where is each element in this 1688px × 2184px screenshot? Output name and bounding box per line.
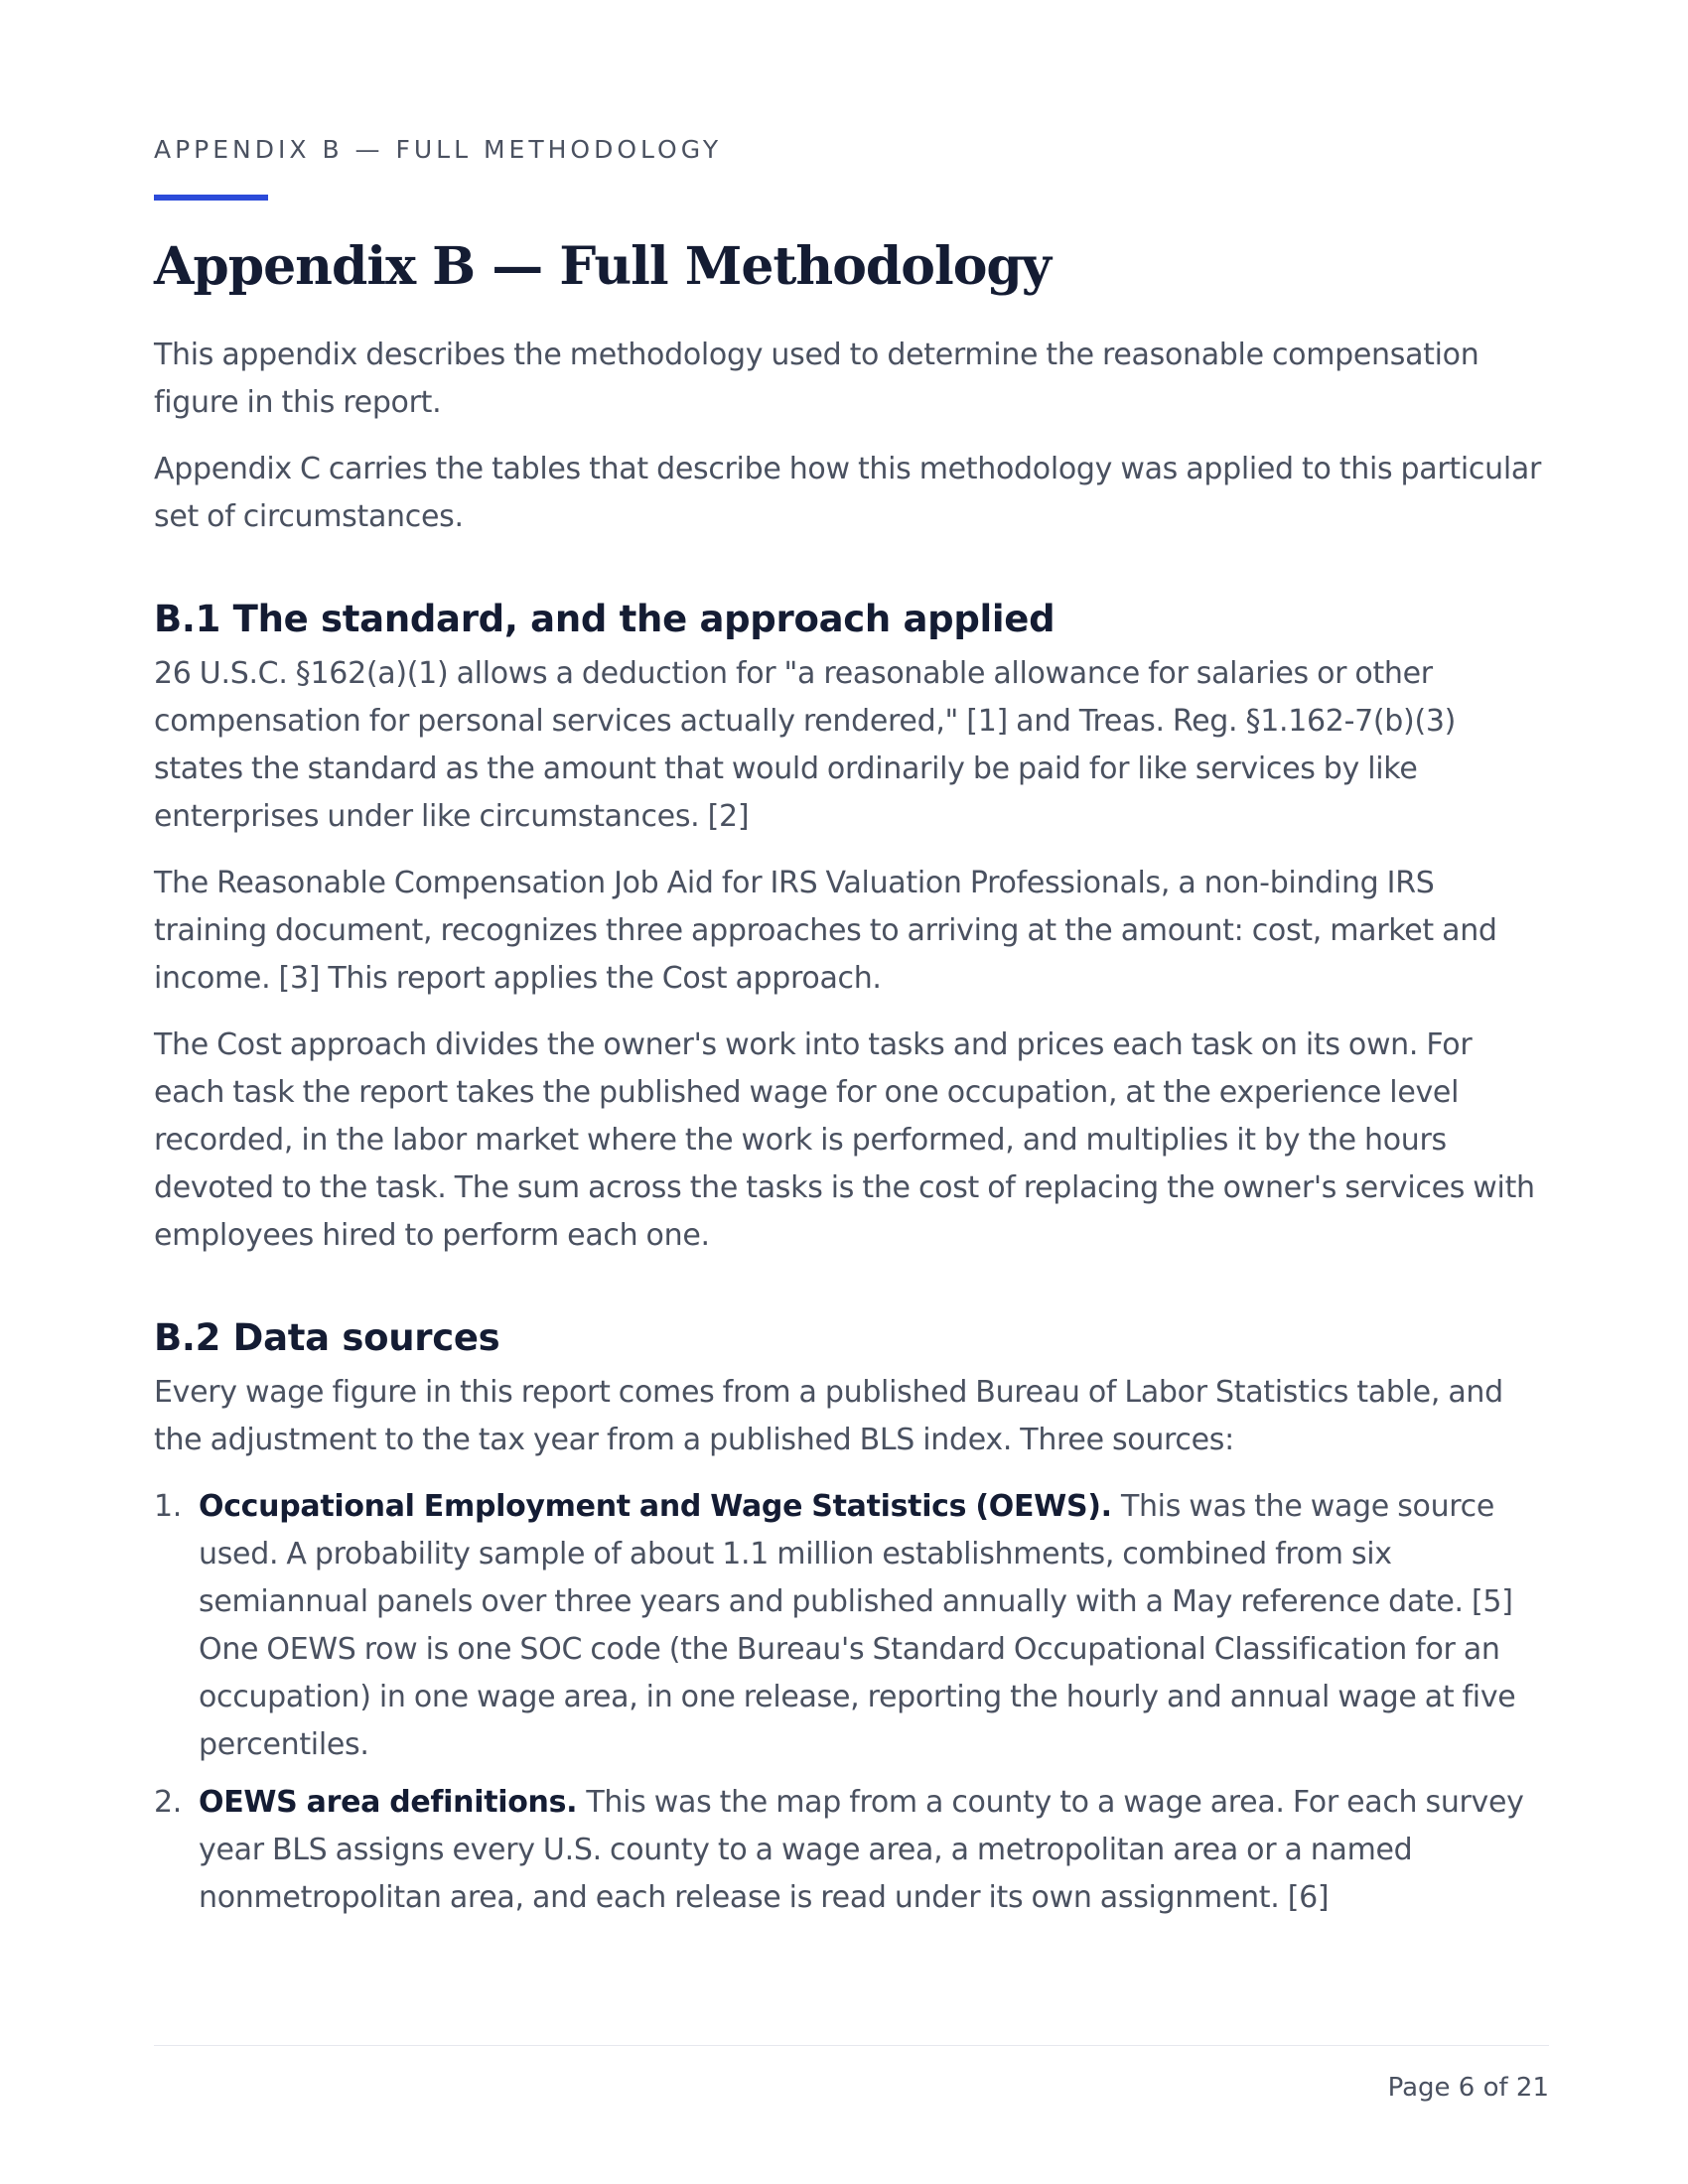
- document-page: [154, 0, 1549, 2184]
- intro-paragraph-2: Appendix C carries the tables that describe how this methodology was applied to this particular set of circumstances.: [154, 452, 1541, 534]
- b2-intro-paragraph: Every wage figure in this report comes from a published Bureau of Labor Statistics table, and the adjustment to the tax year from a published BLS index. Three sources:: [154, 1375, 1503, 1457]
- footer-divider: [154, 2045, 1549, 2046]
- list-item-text: This was the map from a county to a wage area. For each survey year BLS assigns every U.S. county to a wage area, a metropolitan area or a named nonmetropolitan area, and each release is read under its own assignment. [6]: [199, 1785, 1524, 1915]
- section-heading-b1: B.1 The standard, and the approach applied: [154, 598, 1055, 640]
- document-body: [154, 332, 1549, 1932]
- accent-rule: [154, 195, 268, 201]
- list-item-title: OEWS area definitions.: [199, 1785, 587, 1820]
- b1-paragraph-1: 26 U.S.C. §162(a)(1) allows a deduction for "a reasonable allowance for salaries or other compensation for personal services actually rendered," [1] and Treas. Reg. §1.162-7(b)(3) states the standard as the amount that would ordinarily be paid for like services by like enterprises under like circumstances. [2]: [154, 656, 1457, 834]
- list-item-text: This was the wage source used. A probability sample of about 1.1 million establishments, combined from six semiannual panels over three years and published annually with a May reference date. [5] One OEWS row is one SOC code (the Bureau's Standard Occupational Classification for an occupation) in one wage area, in one release, reporting the hourly and annual wage at five percentiles.: [199, 1489, 1516, 1762]
- section-eyebrow: APPENDIX B — FULL METHODOLOGY: [154, 135, 723, 164]
- intro-paragraph-1: This appendix describes the methodology used to determine the reasonable compensation figure in this report.: [154, 338, 1479, 420]
- list-item: [154, 1779, 1549, 1922]
- page-title: Appendix B — Full Methodology: [154, 236, 1051, 297]
- b1-paragraph-3: The Cost approach divides the owner's work into tasks and prices each task on its own. For each task the report takes the published wage for one occupation, at the experience level recorded, in the labor market where the work is performed, and multiplies it by the hours devoted to the task. The sum across the tasks is the cost of replacing the owner's services with employees hired to perform each one.: [154, 1027, 1535, 1253]
- list-item-number: 1.: [154, 1489, 183, 1524]
- page-number: Page 6 of 21: [1387, 2073, 1549, 2103]
- list-item: [154, 1483, 1549, 1769]
- list-item-number: 2.: [154, 1785, 183, 1820]
- section-heading-b2: B.2 Data sources: [154, 1316, 500, 1359]
- data-sources-list: [154, 1483, 1549, 1922]
- list-item-title: Occupational Employment and Wage Statistics (OEWS).: [199, 1489, 1121, 1524]
- b1-paragraph-2: The Reasonable Compensation Job Aid for IRS Valuation Professionals, a non-binding IRS training document, recognizes three approaches to arriving at the amount: cost, market and income. [3] This report applies the Cost approach.: [154, 866, 1497, 996]
